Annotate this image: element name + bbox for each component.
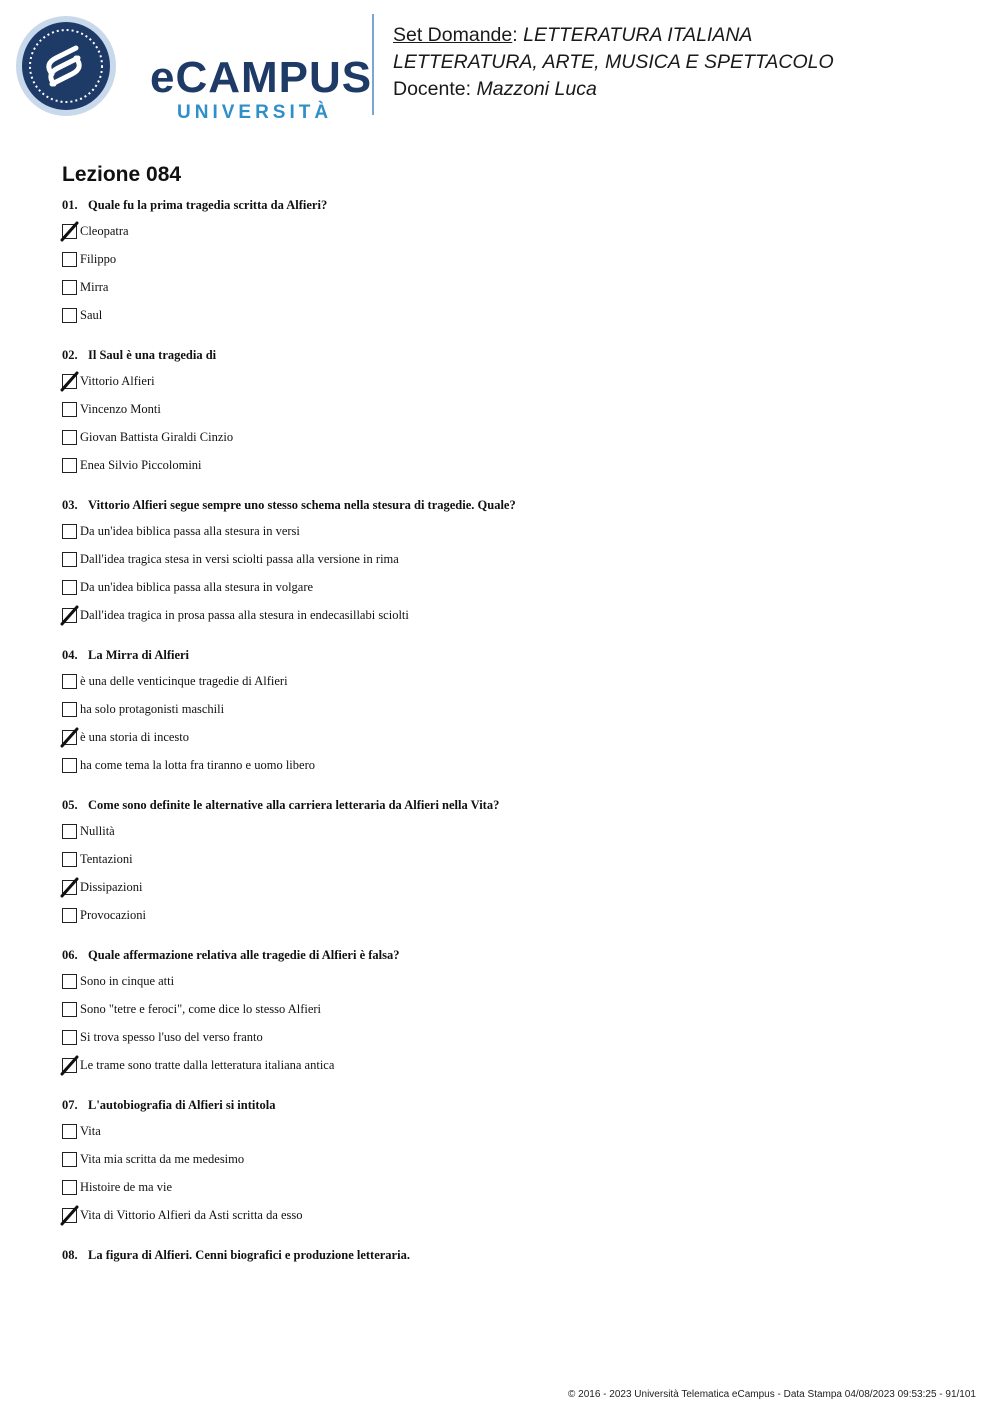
question [62,946,962,1096]
answer-option[interactable] [62,306,962,325]
answer-label: Histoire de ma vie [80,1180,172,1194]
answer-option[interactable] [62,822,962,841]
page-footer: © 2016 - 2023 Università Telematica eCampus - Data Stampa 04/08/2023 09:53:25 - 91/101 [568,1389,976,1400]
answer-option[interactable] [62,1178,962,1197]
check-mark-icon [60,878,80,898]
question-prompt: Quale fu la prima tragedia scritta da Alfieri? [88,198,328,212]
answer-options [62,1122,962,1225]
question-list [62,196,962,1272]
checkbox[interactable] [62,580,77,595]
checkbox[interactable] [62,430,77,445]
answer-option[interactable] [62,850,962,869]
answer-label: Sono "tetre e feroci", come dice lo stesso Alfieri [80,1002,322,1016]
answer-options [62,822,962,925]
question-prompt: Quale affermazione relativa alle tragedie di Alfieri è falsa? [88,948,400,962]
answer-label: Filippo [80,252,117,266]
answer-label: ha solo protagonisti maschili [80,702,225,716]
answer-label: Vittorio Alfieri [80,374,155,388]
answer-label: Si trova spesso l'uso del verso franto [80,1030,263,1044]
checkbox[interactable] [62,308,77,323]
checkbox[interactable] [62,552,77,567]
answer-label: Vita [80,1124,101,1138]
answer-options [62,672,962,775]
checkbox[interactable] [62,1030,77,1045]
check-mark-icon [60,372,80,392]
answer-label: Tentazioni [80,852,133,866]
answer-option[interactable] [62,1206,962,1225]
answer-option[interactable] [62,1028,962,1047]
answer-option[interactable] [62,878,962,897]
checked-checkbox[interactable] [62,1058,77,1073]
answer-option[interactable] [62,428,962,447]
question-number: 08. [62,1248,78,1262]
answer-option[interactable] [62,278,962,297]
checkbox[interactable] [62,1002,77,1017]
logo-wordmark: eCAMPUS [150,53,373,102]
checkbox[interactable] [62,758,77,773]
teacher-name: Mazzoni Luca [476,78,597,100]
checkbox[interactable] [62,674,77,689]
question [62,1096,962,1246]
question-text [62,196,962,214]
check-mark-icon [60,1206,80,1226]
checkbox[interactable] [62,908,77,923]
checked-checkbox[interactable] [62,880,77,895]
question-spacer [62,1084,962,1096]
question-prompt: La Mirra di Alfieri [88,648,190,662]
answer-label: Dall'idea tragica in prosa passa alla stesura in endecasillabi sciolti [80,608,409,622]
question [62,496,962,646]
checkbox[interactable] [62,824,77,839]
answer-label: Sono in cinque atti [80,974,175,988]
answer-label: ha come tema la lotta fra tiranno e uomo libero [80,758,315,772]
question-text [62,946,962,964]
question [62,346,962,496]
check-mark-icon [60,606,80,626]
answer-label: Giovan Battista Giraldi Cinzio [80,430,234,444]
answer-label: Vita di Vittorio Alfieri da Asti scritta da esso [80,1208,303,1222]
answer-label: Mirra [80,280,109,294]
question-number: 07. [62,1098,78,1112]
checkbox[interactable] [62,524,77,539]
answer-label: Vita mia scritta da me medesimo [80,1152,245,1166]
checkbox[interactable] [62,1180,77,1195]
answer-label: Dissipazioni [80,880,143,894]
question-prompt: Vittorio Alfieri segue sempre uno stesso schema nella stesura di tragedie. Quale? [88,498,516,512]
answer-label: Enea Silvio Piccolomini [80,458,202,472]
question-text [62,796,962,814]
checked-checkbox[interactable] [62,224,77,239]
subject-line-2: LETTERATURA, ARTE, MUSICA E SPETTACOLO [393,51,834,73]
question-text [62,346,962,364]
question-prompt: La figura di Alfieri. Cenni biografici e produzione letteraria. [88,1248,410,1262]
question [62,796,962,946]
ecampus-emblem-icon [14,14,118,118]
answer-option[interactable] [62,700,962,719]
answer-option[interactable] [62,578,962,597]
checkbox[interactable] [62,252,77,267]
ecampus-logo [14,14,373,123]
question-spacer [62,484,962,496]
question-number: 02. [62,348,78,362]
teacher-label: Docente: [393,78,472,100]
answer-options [62,972,962,1075]
answer-option[interactable] [62,906,962,925]
question-text [62,1096,962,1114]
answer-option[interactable] [62,1122,962,1141]
checkbox[interactable] [62,852,77,867]
answer-label: Nullità [80,824,115,838]
question-number: 05. [62,798,78,812]
set-label: Set Domande [393,24,513,46]
question-number: 04. [62,648,78,662]
answer-options [62,522,962,625]
answer-option[interactable] [62,756,962,775]
checkbox[interactable] [62,402,77,417]
checked-checkbox[interactable] [62,730,77,745]
answer-options [62,372,962,475]
question-spacer [62,334,962,346]
answer-option[interactable] [62,606,962,625]
question-prompt: Come sono definite le alternative alla carriera letteraria da Alfieri nella Vita? [88,798,500,812]
question-number: 03. [62,498,78,512]
answer-option[interactable] [62,400,962,419]
answer-option[interactable] [62,728,962,747]
header-divider [372,14,374,115]
checkbox[interactable] [62,1152,77,1167]
question-number: 01. [62,198,78,212]
question-text [62,1246,962,1264]
logo-subtitle: UNIVERSITÀ [177,102,333,123]
subject-line-1: LETTERATURA ITALIANA [523,24,753,46]
answer-label: Da un'idea biblica passa alla stesura in versi [80,524,300,538]
checked-checkbox[interactable] [62,608,77,623]
checkbox[interactable] [62,974,77,989]
answer-option[interactable] [62,372,962,391]
answer-option[interactable] [62,1000,962,1019]
checkbox[interactable] [62,1124,77,1139]
checked-checkbox[interactable] [62,1208,77,1223]
check-mark-icon [60,728,80,748]
check-mark-icon [60,1056,80,1076]
answer-option[interactable] [62,550,962,569]
question-prompt: L'autobiografia di Alfieri si intitola [88,1098,276,1112]
answer-label: Vincenzo Monti [80,402,161,416]
answer-label: Cleopatra [80,224,129,238]
answer-label: Provocazioni [80,908,146,922]
answer-label: è una storia di incesto [80,730,189,744]
question-prompt: Il Saul è una tragedia di [88,348,217,362]
answer-option[interactable] [62,222,962,241]
question-spacer [62,634,962,646]
answer-options [62,222,962,325]
question-spacer [62,1234,962,1246]
checked-checkbox[interactable] [62,374,77,389]
answer-label: Le trame sono tratte dalla letteratura italiana antica [80,1058,335,1072]
question [62,1246,962,1264]
answer-option[interactable] [62,250,962,269]
answer-label: è una delle venticinque tragedie di Alfieri [80,674,288,688]
checkbox[interactable] [62,702,77,717]
question-number: 06. [62,948,78,962]
answer-option[interactable] [62,1056,962,1075]
question [62,196,962,346]
checkbox[interactable] [62,280,77,295]
header-info: Set Domande: LETTERATURA ITALIANA LETTERATURA, ARTE, MUSICA E SPETTACOLO Docente: Mazzoni Luca [393,24,834,100]
answer-option[interactable] [62,972,962,991]
answer-label: Saul [80,308,103,322]
answer-label: Da un'idea biblica passa alla stesura in volgare [80,580,314,594]
answer-option[interactable] [62,522,962,541]
answer-option[interactable] [62,1150,962,1169]
question-spacer [62,934,962,946]
question-text [62,646,962,664]
question [62,646,962,796]
question-spacer [62,784,962,796]
lesson-title: Lezione 084 [62,163,182,186]
check-mark-icon [60,222,80,242]
checkbox[interactable] [62,458,77,473]
answer-label: Dall'idea tragica stesa in versi sciolti passa alla versione in rima [80,552,399,566]
answer-option[interactable] [62,456,962,475]
question-text [62,496,962,514]
answer-option[interactable] [62,672,962,691]
